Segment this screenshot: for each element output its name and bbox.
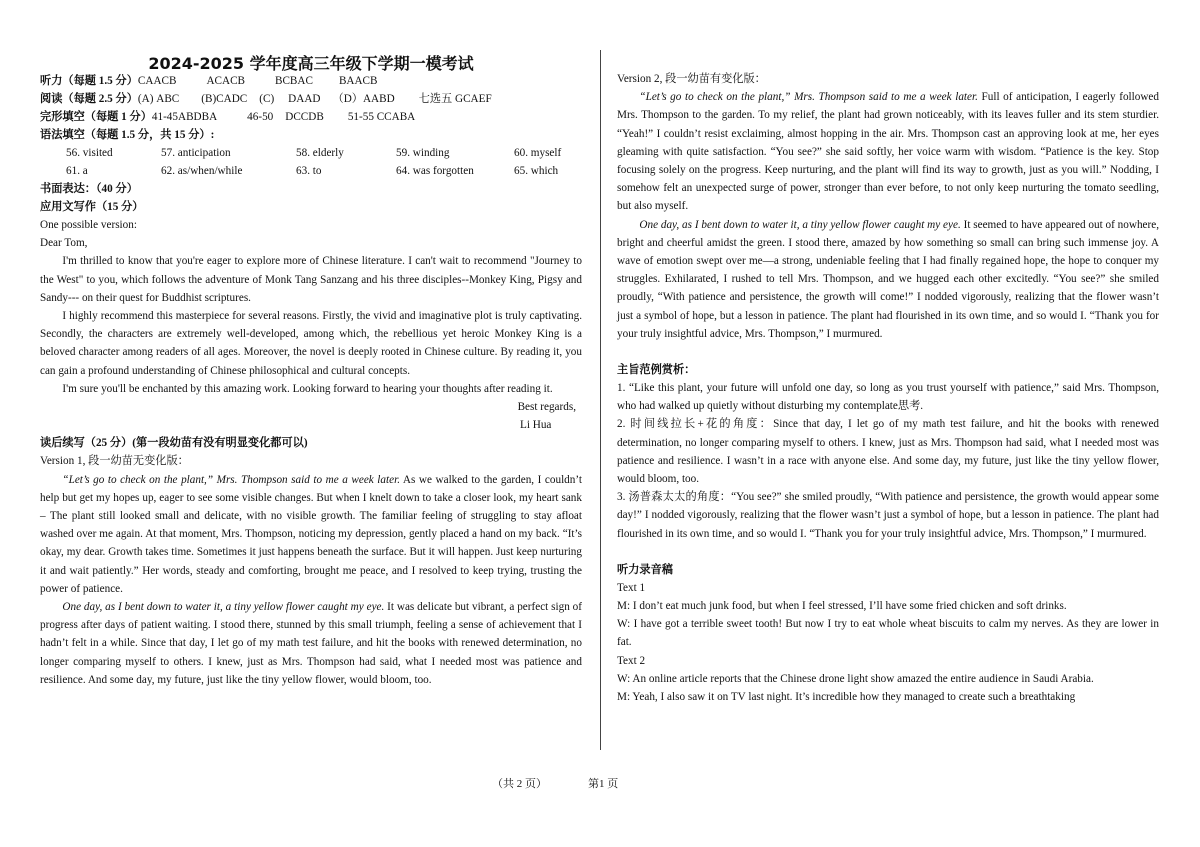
grammar-item: 60. myself [514,147,562,159]
signature: Li Hua [520,419,552,432]
version2-paragraph: One day, as I bent down to water it, a tiny yellow flower caught my eye. It seemed to have appeared out of nowhere, bright and cheerful amidst the green. I stood there, amazed by how something so small can bring such immense joy. A wave of emotion swept over me—a strong, undeniable feeling that I had finally regained hope, the hope to conquer my struggles. Exhilarated, I rushed to tell Mrs. Thompson, and we hugged each other excitedly. “You see?” she smiled proudly, “With patience and persistence, the growth will come!” I nodded vigorously, realizing that the flower wasn’t just a symbol of hope, but a lesson in patience. The plant had flourished in its own time, and so would I. “Thank you for your truly insightful advice, Mrs. Thompson,” I murmured. [617,218,1159,340]
transcript-line: M: Yeah, I also saw it on TV last night. It’s incredible how they managed to create such a breathtaking [617,691,1076,704]
possible-version: One possible version: [40,219,137,231]
page-number: 第1 页 [588,778,619,790]
cloze-answers: 完形填空（每题 1 分）41-45ABDBA 46-50 DCCDB 51-55 CCABA [40,111,416,123]
theme-item: 2. 时间线拉长+花的角度：Since that day, I let go of my math test failure, and hit the books with renewed determination, no longer comparing myself to others. I knew, just as Mrs. Thompson had said, what I needed most was patience and resilience. I wasn’t in a race with anyone else. And some day, my future, just like the tiny yellow flower, would bloom, too. [617,418,1159,486]
grammar-item: 57. anticipation [161,147,231,159]
version1-paragraph: “Let’s go to check on the plant,” Mrs. Thompson said to me a week later. As we walked to the garden, I couldn’t help but get my hopes up, eager to see some visible changes. But when I knelt down to take a closer look, my heart sank – The plant still looked small and delicate, with no visible growth. The familiar feeling of struggling to stay afloat washed over me again. At that moment, Mrs. Thompson, noticing my depression, gently placed a hand on my back. “It’s okay, my dear. Growth takes time. Sometimes it just happens beneath the surface. But it will happen. Just keep nurturing it and wait patiently.” Her words, steady and comforting, brought me peace, and I resolved to keep trying, trusting the power of patience. [40,473,583,595]
letter-paragraph: I'm thrilled to know that you're eager to explore more of Chinese literature. I can't wait to recommend "Journey to the West" to you, which follows the adventure of Monk Tang Sanzang and his three disciples--Monkey King, Pigsy and Sandy--- on their quest for Buddhist scriptures. [40,255,582,304]
closing: Best regards, [517,401,576,414]
theme-item: 3. 汤普森太太的角度：“You see?” she smiled proudly, “With patience and persistence, the growth would appear some day!” I nodded vigorously, realizing that the flower wasn’t just a symbol of hope, but a lesson in patience. The plant had flourished in its own time, and so would I. “Thank you for your truly insightful advice, Mrs. Thompson,” I murmured. [617,491,1159,540]
grammar-item: 65. which [514,165,559,177]
grammar-item: 61. a [66,165,88,177]
version2-label: Version 2, 段一幼苗有变化版： [617,73,766,85]
grammar-item: 58. elderly [296,147,344,159]
theme-item: 1. “Like this plant, your future will unfold one day, so long as you trust yourself with patience,” said Mrs. Thompson, who had walked up quietly without disturbing my contemplate思考. [617,382,1159,413]
letter-paragraph: I highly recommend this masterpiece for several reasons. Firstly, the vivid and imaginative plot is truly captivating. Secondly, the characters are extremely well-developed, among which, the rebellious yet heroic Monkey King is a beloved character among readers of all ages. Moreover, the novel is deeply rooted in Chinese culture. By reading it, you can gain a profound understanding of Chinese philosophical and cultural concepts. [40,310,582,377]
listening-answers: 听力（每题 1.5 分）CAACB ACACB BCBAC BAACB [40,75,378,87]
text1-label: Text 1 [617,581,646,594]
exam-title: 2024-2025 学年度高三年级下学期一模考试 [148,54,474,73]
grammar-answers [40,144,582,180]
right-column [617,70,1159,706]
writing-header: 书面表达：（40 分） [40,183,138,195]
total-pages: （共 2 页） [492,778,547,790]
grammar-item: 63. to [296,165,322,177]
transcript-line: W: I have got a terrible sweet tooth! But now I try to eat whole wheat biscuits to calm my nerves. As they are lower in fat. [617,618,1159,649]
version2-paragraph: “Let’s go to check on the plant,” Mrs. Thompson said to me a week later. Full of anticipation, I eagerly followed Mrs. Thompson to the garden. To my relief, the plant had grown noticeably, with its leaves fuller and its stem sturdier. “Yeah!” I couldn’t resist exclaiming, almost hopping in the air. Mrs. Thompson cast an approving look at me, her eyes gleaming with quite satisfaction. “You see?” she said softly, her voice warm with wisdom. “Patience is the key. Stop focusing solely on the progress. Keep nurturing, and the plant will find its way to growth, just as you will.” Nodding, I somehow felt an unexpected surge of power, stronger than ever before, to not only keep nurturing the tomato seedling, but also myself. [617,91,1159,213]
grammar-item: 62. as/when/while [161,165,243,177]
version1-paragraph: One day, as I bent down to water it, a tiny yellow flower caught my eye. It was delicate but vibrant, a perfect sign of progress after days of patient waiting. I stood there, stunned by this small triumph, feeling a sense of achievement that I hadn’t felt in a while. Since that day, I let go of my math test failure, and hit the books with renewed determination, no longer comparing myself to others. I knew, just as Mrs. Thompson had said, what I needed most was patience and resilience. And some day, my future, just like the tiny yellow flower, would bloom, too. [40,601,582,686]
continuation-header: 读后续写（25 分）(第一段幼苗有没有明显变化都可以) [40,437,308,450]
reading-answers: 阅读（每题 2.5 分）(A) ABC (B)CADC (C) DAAD （D）AABD 七选五 GCAEF [40,93,492,105]
transcript-line: M: I don’t eat much junk food, but when I feel stressed, I’ll have some fried chicken and soft drinks. [617,600,1067,613]
grammar-item: 64. was forgotten [396,165,474,177]
grammar-item: 59. winding [396,147,450,159]
applied-writing-header: 应用文写作（15 分） [40,201,144,213]
grammar-item: 56. visited [66,147,113,159]
text2-label: Text 2 [617,654,646,667]
salutation: Dear Tom, [40,237,88,250]
transcript-header: 听力录音稿 [617,563,673,576]
letter-paragraph: I'm sure you'll be enchanted by this amazing work. Looking forward to hearing your thoughts after reading it. [62,382,553,395]
transcript-line: W: An online article reports that the Chinese drone light show amazed the entire audience in Saudi Arabia. [617,672,1094,685]
version1-label: Version 1, 段一幼苗无变化版： [40,455,189,468]
theme-header: 主旨范例赏析： [617,364,696,377]
grammar-header: 语法填空（每题 1.5 分，共 15 分）: [40,129,215,141]
left-column [40,48,582,689]
